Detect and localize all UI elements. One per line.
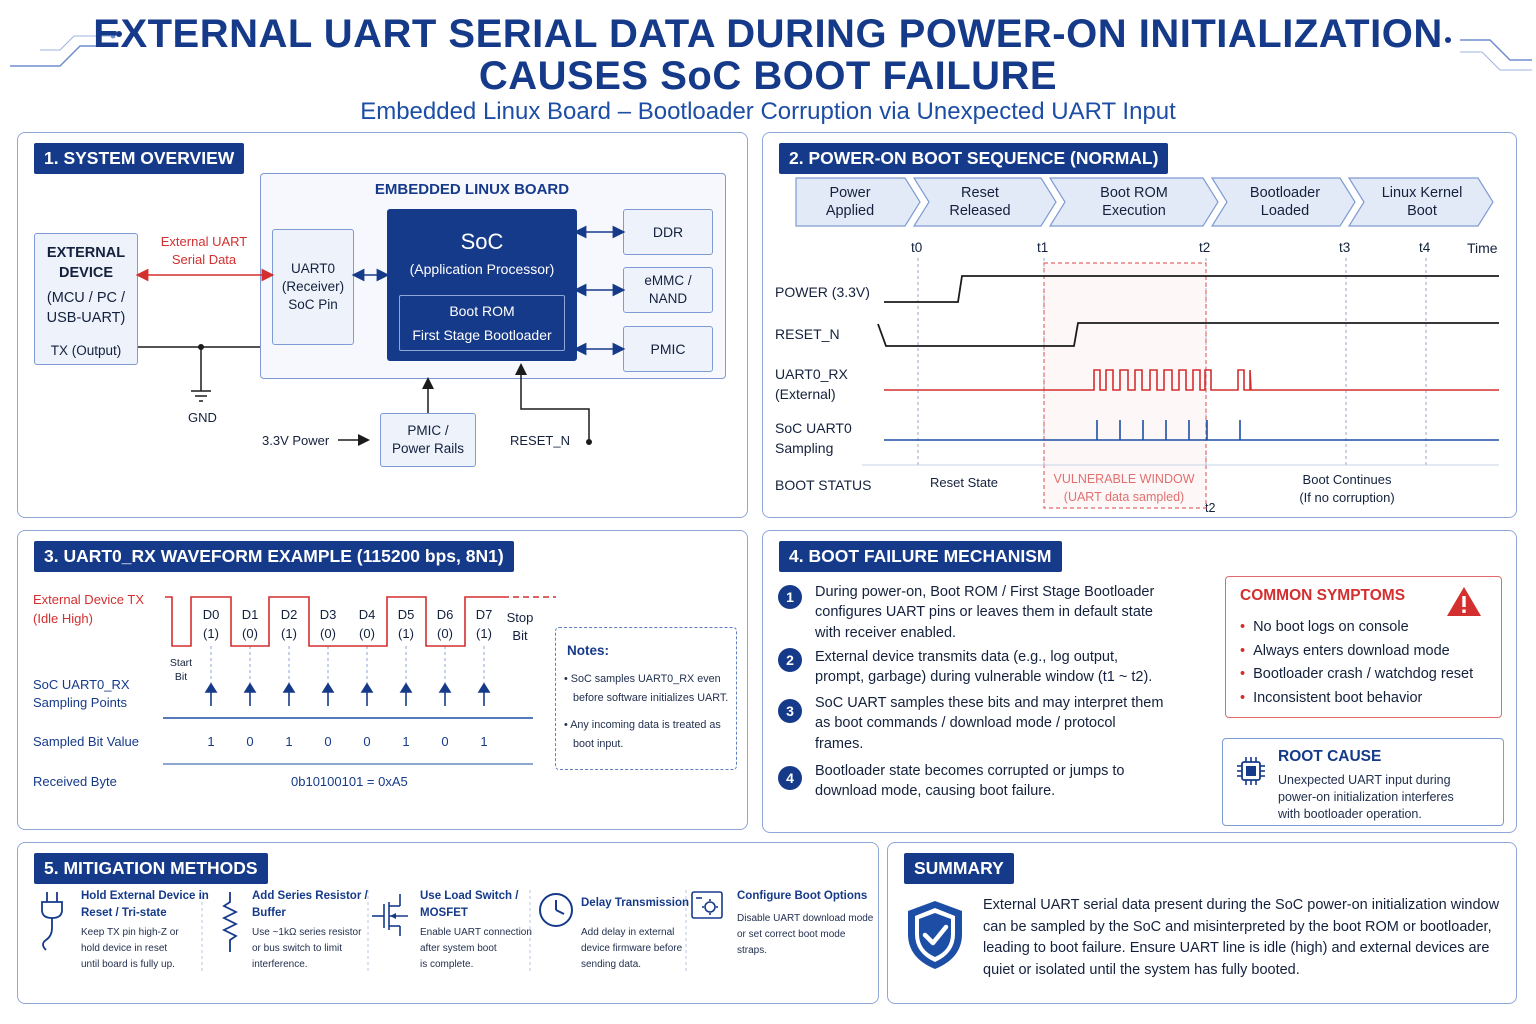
symptom-2: Always enters download mode [1253,642,1450,659]
ext-device-line4: USB-UART) [46,309,126,326]
stage-5-line1: Linux Kernel [1381,184,1463,201]
stage-1-line2: Applied [825,203,875,219]
bit-value: (1) [203,625,219,641]
sampled-value-2: 1 [285,734,293,749]
signal-uart-rx: UART0_RX [775,366,848,382]
mitigation-1-title [81,888,209,921]
uart0-line2: (Receiver) [281,278,345,294]
pmic-rails-line2: Power Rails [391,441,465,456]
root-line2: power-on initialization interferes [1278,789,1454,804]
plug-icon [36,890,68,954]
signal-reset: RESET_N [775,326,840,342]
mitigation-4-title [581,895,689,912]
start-bit-line2: Bit [174,671,188,684]
bit-value: (1) [281,625,297,641]
step-4-line2: download mode, causing boot failure. [815,783,1056,800]
mit-2-desc-line3: interference. [252,959,308,970]
step-2-badge: 2 [778,648,802,672]
step-1-line2: configures UART pins or leaves them in default state [815,604,1153,621]
emmc-line2: NAND [648,291,688,306]
mit-5-title-line1: Configure Boot Options [737,890,868,902]
signal-power: POWER (3.3V) [775,284,870,300]
note-1-line2: before software initializes UART. [573,691,729,704]
mit-4-desc-line3: sending data. [581,959,642,970]
bit-value: (1) [476,625,492,641]
mit-4-title-line1: Delay Transmission [581,897,690,909]
page-title-line1: EXTERNAL UART SERIAL DATA DURING POWER-ON INITIALIZATION [93,12,1443,56]
time-t2: t2 [1199,240,1211,255]
ext-device-line1: EXTERNAL [46,245,126,261]
mit-1-title-line1: Hold External Device in [81,890,209,902]
notes-title: Notes: [567,643,610,658]
mit-3-desc-line2: after system boot [420,943,497,954]
mosfet-icon [370,890,412,940]
mitigation-header: 5. MITIGATION METHODS [34,853,268,884]
sampled-value-7: 1 [480,734,488,749]
bit-value: (1) [398,625,414,641]
reset-n-label: RESET_N [510,433,570,448]
mitigation-2-desc [252,925,361,973]
step-2-line1: External device transmits data (e.g., log output, [815,649,1119,665]
mitigation-5-desc [737,911,873,959]
note-2-line1: Any incoming data is treated as [570,719,721,731]
summary-line1: External UART serial data present during the SoC power-on initialization window [983,897,1500,913]
ext-tx-line1: External Device TX [33,592,145,607]
step-1-badge: 1 [778,585,802,609]
vulnerable-line2: (UART data sampled) [1063,489,1185,504]
mit-2-desc-line2: or bus switch to limit [252,943,343,954]
vulnerable-line1: VULNERABLE WINDOW [1053,472,1195,486]
step-3-line1: SoC UART samples these bits and may interpret them [815,695,1164,711]
mit-2-title-line1: Add Series Resistor / [252,890,368,902]
symptom-1: No boot logs on console [1253,619,1409,635]
mit-1-desc-line3: until board is fully up. [81,959,175,970]
stage-1-line1: Power [829,184,871,201]
bit-value: (0) [242,625,258,641]
boot-status-label: BOOT STATUS [775,477,872,493]
continues-line2: (If no corruption) [1299,489,1395,505]
uart0-line3: SoC Pin [288,297,338,313]
sampled-bit-label: Sampled Bit Value [33,734,139,749]
bit-value: (0) [320,625,336,641]
step-4-line1: Bootloader state becomes corrupted or jumps to [815,763,1125,779]
stage-3-line1: Boot ROM [1100,184,1168,201]
time-axis-label: Time [1467,240,1498,256]
bit-name: D7 [475,607,493,622]
mit-3-title-line1: Use Load Switch / [420,890,519,902]
status-t2-marker: t2 [1205,501,1216,515]
resistor-icon [218,890,242,956]
sampling-line2: Sampling Points [33,695,127,711]
uart0-line1: UART0 [290,260,335,276]
bit-name: D0 [202,607,220,622]
stage-3-line2: Execution [1102,203,1166,219]
mit-5-desc-line2: or set correct boot mode [737,929,846,940]
step-3-badge: 3 [778,699,802,723]
mit-4-desc-line1: Add delay in external [581,927,675,938]
clock-icon [537,890,577,930]
stage-5-line2: Boot [1407,203,1437,219]
pmic-rails-line1: PMIC / [407,422,449,438]
summary-text [983,895,1499,981]
status-reset-state: Reset State [930,475,998,490]
summary-line2: can be sampled by the SoC and misinterpreted by the boot ROM or bootloader, [983,918,1492,935]
step-1-line3: with receiver enabled. [815,624,957,641]
summary-line4: quiet or isolated until the system has fully booted. [983,961,1300,978]
mit-3-desc-line1: Enable UART connection [420,927,532,938]
ext-tx-line2: (Idle High) [33,610,93,626]
start-bit-line1: Start [169,657,193,669]
symptom-3: Bootloader crash / watchdog reset [1253,666,1474,682]
gnd-label: GND [188,410,217,425]
mit-2-desc-line1: Use ~1kΩ series resistor [252,927,362,938]
note-2: • Any incoming data is treated as boot input. [564,716,721,754]
mit-3-desc-line3: is complete. [420,959,474,970]
mit-2-title-line2: Buffer [252,906,286,919]
tx-output-label: TX (Output) [50,343,122,359]
time-t0: t0 [911,240,923,255]
bit-name: D3 [319,607,337,622]
mitigation-4-desc [581,925,682,973]
bit-value: (0) [359,625,375,641]
sampled-value-4: 0 [363,734,371,749]
page-title-line2: CAUSES SoC BOOT FAILURE [478,54,1058,98]
sampled-value-1: 0 [246,734,254,749]
settings-icon [690,888,726,924]
uart-link-line1: External UART [160,234,248,249]
time-t4: t4 [1419,240,1431,255]
step-2-line2: prompt, garbage) during vulnerable window (t1 ~ t2). [815,669,1153,686]
stop-bit-line1: Stop [506,610,534,625]
pmic-label: PMIC [650,340,686,357]
note-1-line1: SoC samples UART0_RX even [570,673,721,685]
stage-2-line1: Reset [961,184,999,201]
received-byte-label: Received Byte [33,774,117,789]
sampled-value-3: 0 [324,734,332,749]
mitigation-1-desc [81,925,179,973]
bit-value: (0) [437,625,453,641]
ext-device-line2: DEVICE [59,264,113,281]
note-2-line2: boot input. [573,737,624,750]
step-3-line3: frames. [815,735,864,752]
bit-name: D6 [436,607,454,622]
mit-5-desc-line1: Disable UART download mode [737,913,874,924]
root-cause-title: ROOT CAUSE [1278,748,1382,765]
time-t1: t1 [1037,240,1049,255]
mit-1-desc-line2: hold device in reset [81,943,168,954]
sampled-value-0: 1 [207,734,215,749]
root-line1: Unexpected UART input during [1278,773,1451,787]
stage-4-line1: Bootloader [1249,184,1321,201]
signal-uart-rx-sub: (External) [775,386,836,402]
mitigation-3-title [420,888,518,921]
bit-name: D5 [397,607,415,622]
bit-name: D2 [280,607,298,622]
sampling-line1: SoC UART0_RX [33,677,130,692]
stage-2-line2: Released [949,203,1011,219]
soc-subtitle: (Application Processor) [409,261,555,277]
emmc-line1: eMMC / [644,273,692,289]
signal-sampling-sub: Sampling [775,440,834,456]
page-subtitle: Embedded Linux Board – Bootloader Corruption via Unexpected UART Input [360,98,1176,125]
bit-name: D1 [241,607,259,622]
stage-4-line2: Loaded [1260,203,1310,219]
mitigation-5-title [737,888,867,905]
signal-sampling: SoC UART0 [775,420,852,436]
mitigation-2-title [252,888,368,921]
symptom-4: Inconsistent boot behavior [1253,689,1423,706]
soc-title: SoC [460,229,504,254]
mit-5-desc-line3: straps. [737,945,768,956]
symptoms-title: COMMON SYMPTOMS [1240,587,1406,604]
power-input-label: 3.3V Power [262,433,330,448]
step-4-badge: 4 [778,766,802,790]
summary-header: SUMMARY [904,853,1014,884]
uart-link-line2: Serial Data [171,251,237,267]
mechanism-header: 4. BOOT FAILURE MECHANISM [779,541,1062,572]
sampled-value-6: 0 [441,734,449,749]
time-t3: t3 [1339,240,1351,255]
received-byte-value: 0b10100101 = 0xA5 [291,774,408,789]
step-3-line2: as boot commands / download mode / protocol [815,715,1116,732]
continues-line1: Boot Continues [1302,472,1392,487]
mitigation-3-desc [420,925,532,973]
bootrom-line1: Boot ROM [449,303,515,319]
mit-4-desc-line2: device firmware before [581,943,683,954]
boot-sequence-header: 2. POWER-ON BOOT SEQUENCE (NORMAL) [779,143,1168,174]
system-overview-header: 1. SYSTEM OVERVIEW [34,143,244,174]
mit-1-title-line2: Reset / Tri-state [81,906,167,919]
bit-name: D4 [358,607,376,622]
sampled-value-5: 1 [402,734,410,749]
root-line3: with bootloader operation. [1278,806,1422,821]
waveform-header: 3. UART0_RX WAVEFORM EXAMPLE (115200 bps, 8N1) [34,541,514,572]
mit-1-desc-line1: Keep TX pin high-Z or [81,927,179,938]
ddr-label: DDR [652,223,684,240]
stop-bit-line2: Bit [512,628,528,644]
shield-check-icon [904,898,966,972]
note-1: • SoC samples UART0_RX even before software initializes UART. [564,670,728,708]
summary-line3: leading to boot failure. Ensure UART line is idle (high) and external devices are [983,940,1490,956]
bootrom-line2: First Stage Bootloader [412,326,552,343]
step-1-line1: During power-on, Boot ROM / First Stage Bootloader [815,584,1155,600]
ext-device-line3: (MCU / PC / [46,290,126,307]
board-label: EMBEDDED LINUX BOARD [374,181,570,198]
mit-3-title-line2: MOSFET [420,906,468,919]
